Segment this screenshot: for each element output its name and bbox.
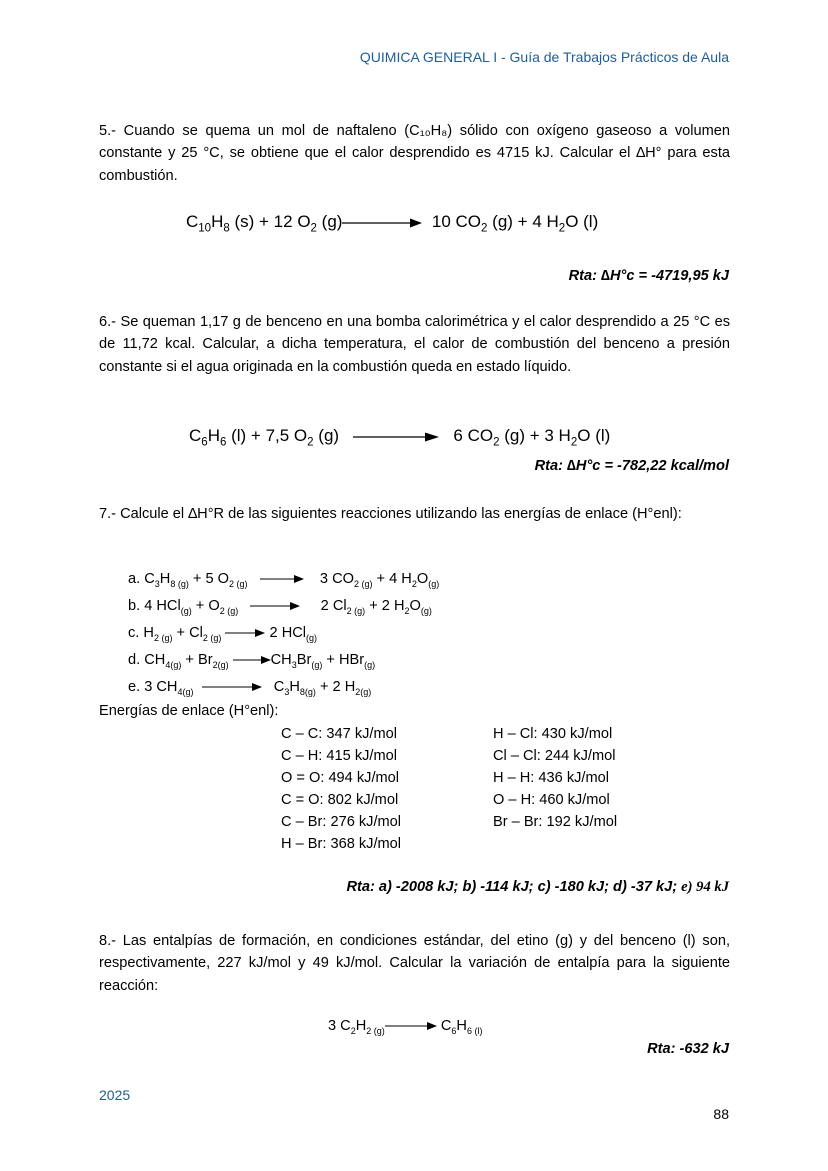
reaction-c: c. $H_{2 (g)} + Cl_{2 (g)}$ 2 HCl$_{(g)}$ — [128, 624, 318, 643]
problem-7-answer-main: Rta: a) -2008 kJ; b) -114 kJ; c) -180 kJ; d) -37 kJ; — [346, 879, 678, 895]
page-number: 88 — [713, 1106, 729, 1122]
bond-energies-left-column — [281, 723, 401, 855]
problem-8-answer: Rta: -632 kJ — [647, 1041, 729, 1057]
problem-6-answer: Rta: ∆H°c = -782,22 kcal/mol — [534, 458, 729, 474]
reaction-arrow-icon — [250, 601, 300, 611]
bond-energy-item: H – Br: 368 kJ/mol — [281, 836, 402, 852]
bond-energy-item: C – C: 347 kJ/mol — [281, 726, 397, 742]
footer-year: 2025 — [99, 1087, 131, 1103]
problem-6-statement: 6.- Se queman 1,17 g de benceno en una bomba calorimétrica y el calor desprendido a 25 °C es de 11,72 kcal. Calcular, a dicha temperatura, el calor de combustión del benceno a presión constante si el agua originada en la combustión queda en estado líquido. — [99, 314, 730, 375]
bond-energy-item: C – H: 415 kJ/mol — [281, 748, 397, 764]
reaction-a: a. $C_3H_{8 (g)} + 5$ $O_{2 (g)}$ 3 $CO_{2 (g)} + 4$ $H_2O_{(g)}$ — [128, 571, 440, 589]
reaction-arrow-icon — [385, 1021, 437, 1031]
problem-8-equation: 3 $C_2H_{2 (g)}$ $C_6H_{6 (l)}$ — [328, 1018, 483, 1036]
reaction-arrow-icon — [225, 628, 265, 638]
problem-7-answer-e: e) 94 kJ — [681, 879, 729, 895]
bond-energy-item: C – Br: 276 kJ/mol — [281, 814, 402, 830]
document-header-title: QUIMICA GENERAL I - Guía de Trabajos Prácticos de Aula — [359, 49, 729, 65]
bond-energy-item: C = O: 802 kJ/mol — [281, 792, 399, 808]
reaction-d: d. $CH_{4(g)} + Br_{2(g)}$ $CH_3Br_{(g)} + HBr_{(g)}$ — [128, 651, 376, 670]
reaction-arrow-icon — [342, 217, 422, 229]
reaction-list — [128, 568, 439, 703]
bond-energies-right-column — [493, 723, 617, 833]
reaction-arrow-icon — [260, 574, 304, 584]
problem-8-statement: 8.- Las entalpías de formación, en condiciones estándar, del etino (g) y del benceno (l) son, respectivamente, 227 kJ/mol y 49 kJ/mol. Calcular la variación de entalpía para la siguiente reacción: — [99, 933, 730, 994]
bond-energies-title: Energías de enlace (H°enl): — [99, 703, 279, 719]
bond-energy-item: O – H: 460 kJ/mol — [493, 792, 610, 808]
problem-5-statement: 5.- Cuando se quema un mol de naftaleno (C₁₀H₈) sólido con oxígeno gaseoso a volumen constante y 25 °C, se obtiene que el calor desprendido es 4715 kJ. Calcular el ∆H° para esta combustión. — [99, 123, 730, 184]
reaction-b: b. 4 $HCl_{(g)} + O_{2 (g)}$ 2 $Cl_{2 (g)} + 2$ $H_2O_{(g)}$ — [128, 597, 432, 616]
reaction-arrow-icon — [202, 682, 262, 692]
reaction-e: e. 3 $CH_{4(g)}$ $C_3H_{8(g)} + 2$ $H_{2(g)}$ — [128, 678, 372, 697]
reaction-arrow-icon — [233, 655, 271, 665]
problem-7-statement: 7.- Calcule el ∆H°R de las siguientes reacciones utilizando las energías de enlace (H°enl): — [99, 506, 682, 522]
problem-5-answer: Rta: ∆H°c = -4719,95 kJ — [568, 268, 729, 284]
bond-energy-item: H – H: 436 kJ/mol — [493, 770, 609, 786]
problem-5-equation: $C_{10}H_8$ (s) + 12 $O_2$ (g) 10 $CO_2$ (g) + 4 $H_2O$ (l) — [186, 212, 599, 235]
problem-6-equation: $C_6H_6$ (l) + 7,5 $O_2$ (g) 6 $CO_2$ (g) + 3 $H_2O$ (l) — [189, 426, 611, 449]
bond-energy-item: O = O: 494 kJ/mol — [281, 770, 400, 786]
bond-energy-item: Br – Br: 192 kJ/mol — [493, 814, 618, 830]
reaction-arrow-icon — [353, 431, 439, 443]
bond-energy-item: Cl – Cl: 244 kJ/mol — [493, 748, 616, 764]
problem-7-answer — [346, 879, 729, 896]
bond-energy-item: H – Cl: 430 kJ/mol — [493, 726, 613, 742]
